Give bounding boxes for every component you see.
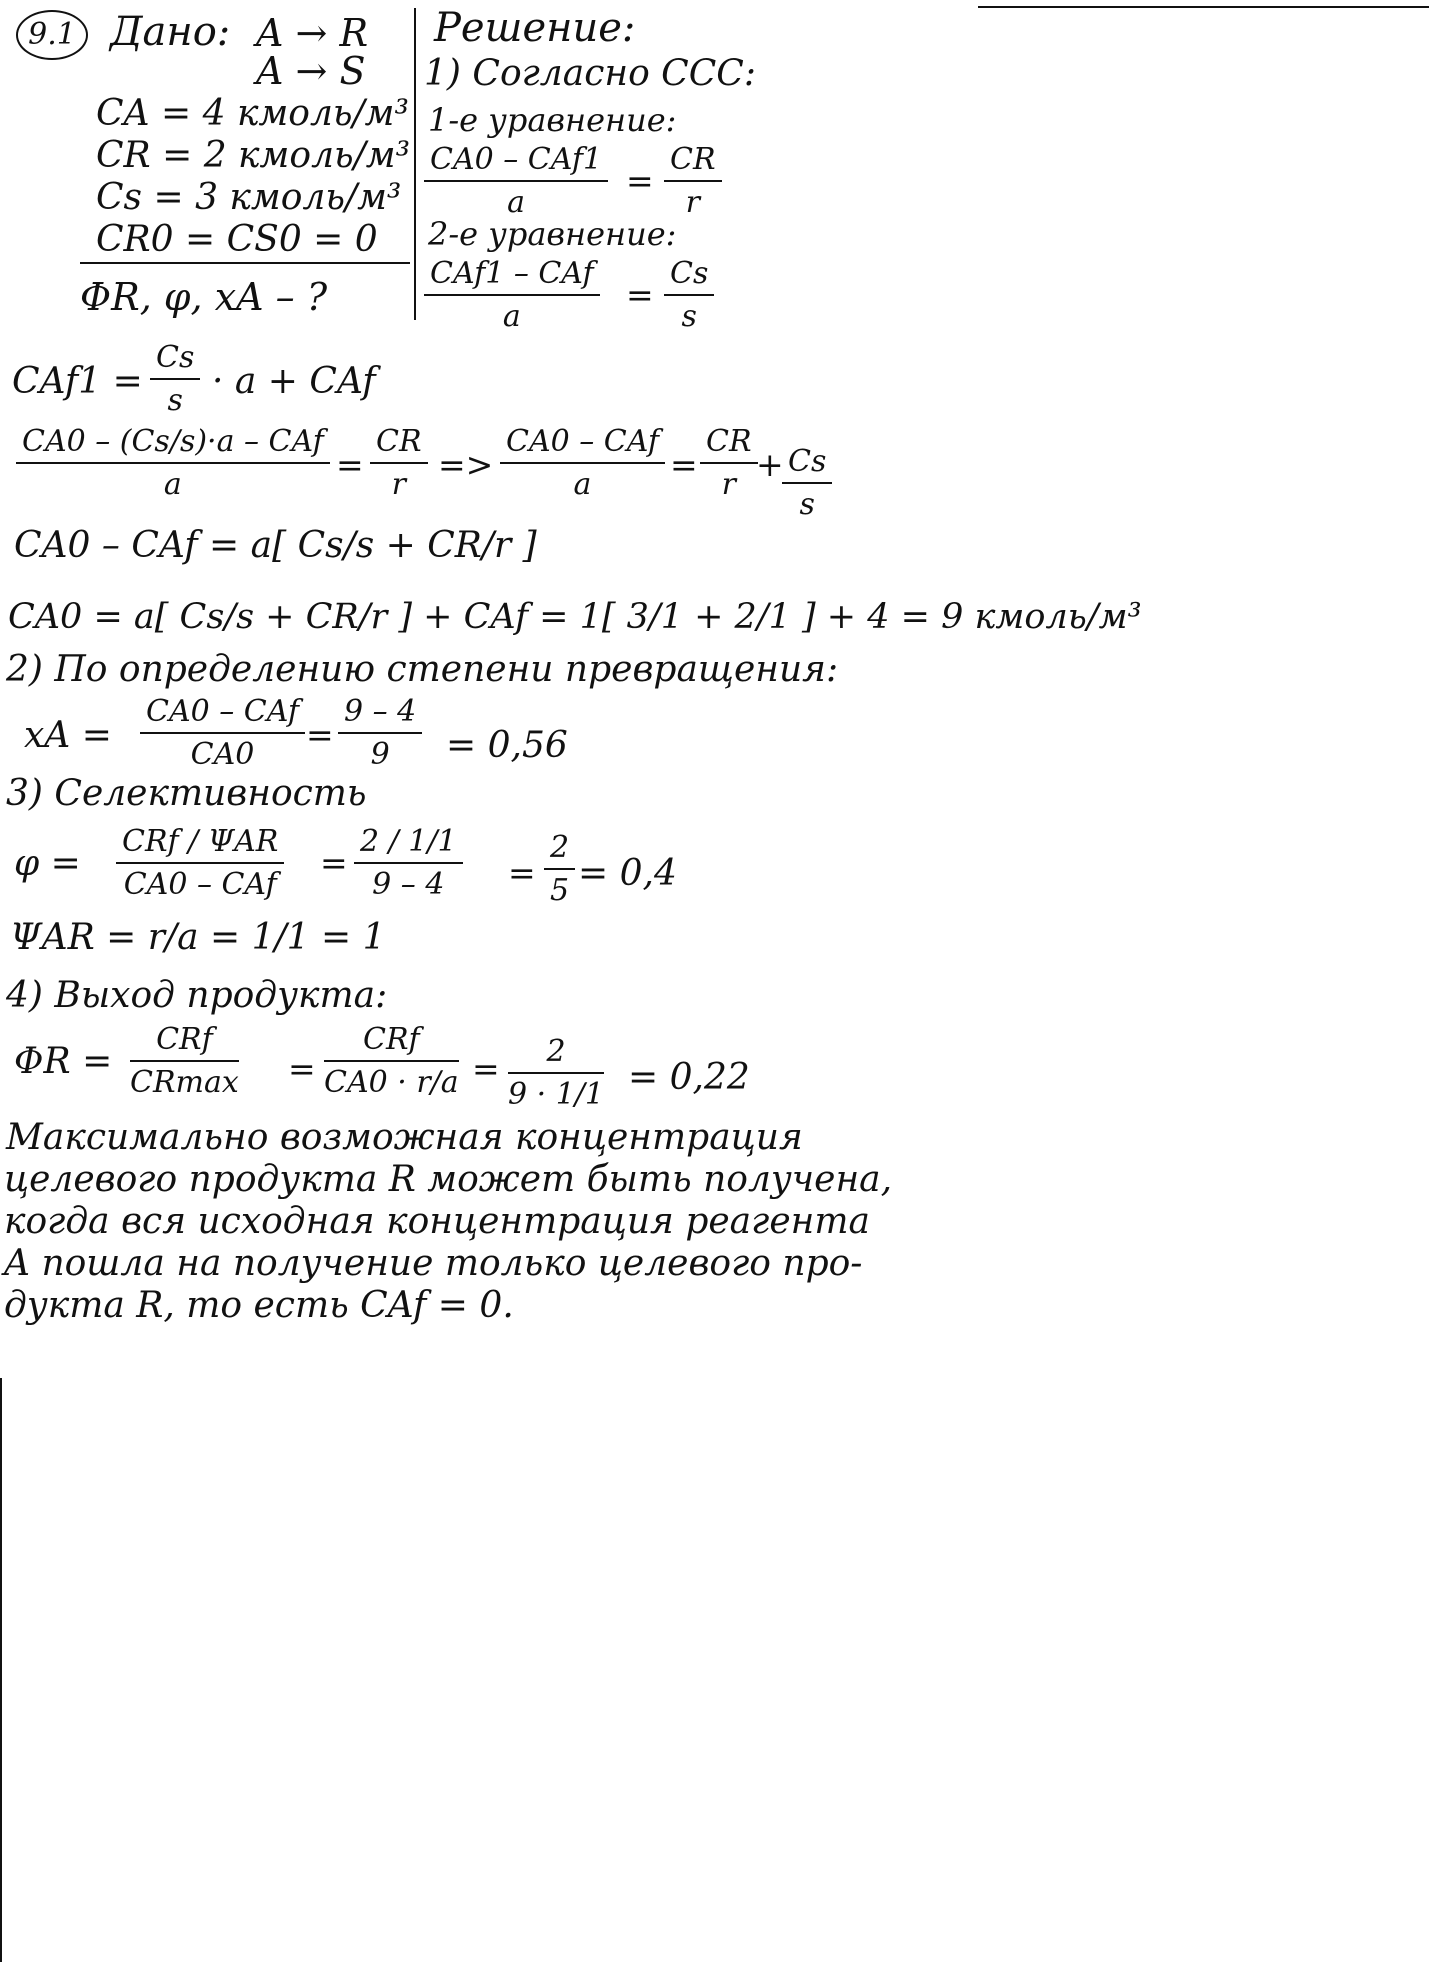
deriv-line-2b-fraction: [500, 424, 665, 502]
selectivity-equals-2: =: [508, 853, 536, 892]
deriv-line-2-denominator: a: [163, 467, 182, 502]
deriv-line-2b-r-fraction: [700, 424, 758, 502]
eq1-lhs-fraction: [424, 142, 608, 220]
conversion-heading: 2) По определению степени превращения:: [6, 649, 839, 690]
eq2-equals: =: [626, 275, 654, 314]
given-solution-separator: [414, 8, 416, 320]
given-cr: CR = 2 кмоль/м³: [96, 135, 410, 176]
eq2-rhs-numerator: Cs: [664, 256, 714, 296]
selectivity-denominator-2: 9 – 4: [372, 867, 445, 902]
eq1-lhs-denominator: a: [507, 185, 525, 220]
conversion-denominator-2: 9: [370, 737, 390, 772]
given-divider: [80, 262, 410, 264]
deriv-line-2b-denominator: a: [573, 467, 592, 502]
selectivity-fraction-3: [544, 830, 575, 908]
selectivity-denominator-3: 5: [550, 873, 570, 908]
yield-equals-2: =: [472, 1049, 500, 1088]
solution-step-1: 1) Согласно ССС:: [424, 53, 756, 94]
solution-title: Решение:: [434, 5, 636, 51]
selectivity-equals-1: =: [320, 843, 348, 882]
problem-number: 9.1: [16, 10, 88, 60]
conversion-lhs: xA =: [24, 715, 112, 756]
yield-numerator-2: CRf: [324, 1022, 459, 1062]
deriv-line-2b-s-denominator: s: [799, 487, 815, 522]
deriv-line-1-lhs: CAf1 =: [12, 361, 143, 402]
deriv-line-2-numerator: CA0 – (Cs/s)·a – CAf: [16, 424, 330, 464]
given-cs: Cs = 3 кмоль/м³: [96, 177, 402, 218]
selectivity-numerator-2: 2 / 1/1: [354, 824, 463, 864]
deriv-line-3: CA0 – CAf = a[ Cs/s + CR/r ]: [14, 525, 537, 566]
given-find: ΦR, φ, xA – ?: [80, 275, 328, 319]
eq2-rhs-denominator: s: [681, 299, 697, 334]
conversion-numerator-1: CA0 – CAf: [140, 694, 305, 734]
selectivity-fraction-1: [116, 824, 284, 902]
yield-denominator-3: 9 · 1/1: [508, 1077, 604, 1112]
deriv-line-1-denominator: s: [167, 383, 183, 418]
deriv-line-2b-s-numerator: Cs: [782, 444, 832, 484]
explanation-line-1: Максимально возможная концентрация: [6, 1117, 803, 1158]
deriv-line-2b-r-numerator: CR: [700, 424, 758, 464]
eq1-equals: =: [626, 161, 654, 200]
deriv-line-1-fraction: [150, 340, 200, 418]
eq1-lhs-numerator: CA0 – CAf1: [424, 142, 608, 182]
selectivity-psi: ΨAR = r/a = 1/1 = 1: [10, 917, 386, 958]
given-ca: CA = 4 кмоль/м³: [96, 93, 409, 134]
conversion-numerator-2: 9 – 4: [338, 694, 422, 734]
explanation-line-3: когда вся исходная концентрация реагента: [4, 1201, 870, 1242]
selectivity-numerator-1: CRf / ΨAR: [116, 824, 284, 864]
given-reaction-1: A → R: [256, 11, 369, 55]
yield-result: = 0,22: [628, 1057, 750, 1098]
selectivity-heading: 3) Селективность: [6, 773, 367, 814]
conversion-fraction-2: [338, 694, 422, 772]
deriv-line-4: CA0 = a[ Cs/s + CR/r ] + CAf = 1[ 3/1 + 2/1 ] + 4 = 9 кмоль/м³: [8, 597, 1142, 637]
yield-fraction-2: [324, 1022, 459, 1100]
selectivity-lhs: φ =: [14, 843, 81, 884]
selectivity-denominator-1: CA0 – CAf: [123, 867, 277, 902]
selectivity-fraction-2: [354, 824, 463, 902]
yield-numerator-3: 2: [508, 1034, 604, 1074]
eq2-lhs-numerator: CAf1 – CAf: [424, 256, 600, 296]
deriv-line-2b-numerator: CA0 – CAf: [500, 424, 665, 464]
yield-fraction-1: [130, 1022, 239, 1100]
deriv-line-2b-s-fraction: [782, 444, 832, 522]
deriv-line-2-rhs-numerator: CR: [370, 424, 428, 464]
selectivity-numerator-3: 2: [544, 830, 575, 870]
yield-numerator-1: CRf: [130, 1022, 239, 1062]
yield-heading: 4) Выход продукта:: [6, 975, 388, 1016]
deriv-line-2-equals: =: [336, 445, 364, 484]
given-c0: CR0 = CS0 = 0: [96, 219, 378, 260]
explanation-line-2: целевого продукта R может быть получена,: [4, 1159, 893, 1200]
eq2-label: 2-е уравнение:: [428, 215, 677, 253]
eq1-label: 1-е уравнение:: [428, 101, 677, 139]
yield-equals-1: =: [288, 1049, 316, 1088]
yield-denominator-1: CRmax: [130, 1065, 239, 1100]
deriv-line-2b-equals: =: [670, 445, 698, 484]
eq2-lhs-fraction: [424, 256, 600, 334]
eq1-rhs-numerator: CR: [664, 142, 722, 182]
given-label: Дано:: [110, 9, 231, 55]
deriv-line-1-numerator: Cs: [150, 340, 200, 380]
explanation-line-5: дукта R, то есть CAf = 0.: [4, 1285, 514, 1326]
eq1-rhs-denominator: r: [685, 185, 700, 220]
deriv-line-2-rhs-fraction: [370, 424, 428, 502]
deriv-line-2b-plus: +: [756, 445, 784, 484]
selectivity-result: = 0,4: [578, 853, 677, 894]
conversion-result: = 0,56: [446, 725, 568, 766]
eq2-rhs-fraction: [664, 256, 714, 334]
yield-denominator-2: CA0 · r/a: [324, 1065, 459, 1100]
conversion-equals: =: [306, 715, 334, 754]
deriv-line-2b-r-denominator: r: [721, 467, 736, 502]
deriv-line-2-implies: =>: [438, 445, 494, 484]
scan-edge-line: [0, 1378, 2, 1962]
deriv-line-2-rhs-denominator: r: [391, 467, 406, 502]
given-reaction-2: A → S: [256, 49, 366, 93]
eq2-lhs-denominator: a: [502, 299, 521, 334]
conversion-fraction-1: [140, 694, 305, 772]
deriv-line-2-fraction: [16, 424, 330, 502]
conversion-denominator-1: CA0: [190, 737, 255, 772]
deriv-line-1-rhs: · a + CAf: [212, 361, 376, 402]
eq1-rhs-fraction: [664, 142, 722, 220]
top-right-rule: [978, 6, 1429, 8]
yield-fraction-3: [508, 1034, 604, 1112]
yield-lhs: ΦR =: [14, 1041, 113, 1082]
explanation-line-4: A пошла на получение только целевого про-: [4, 1243, 863, 1284]
